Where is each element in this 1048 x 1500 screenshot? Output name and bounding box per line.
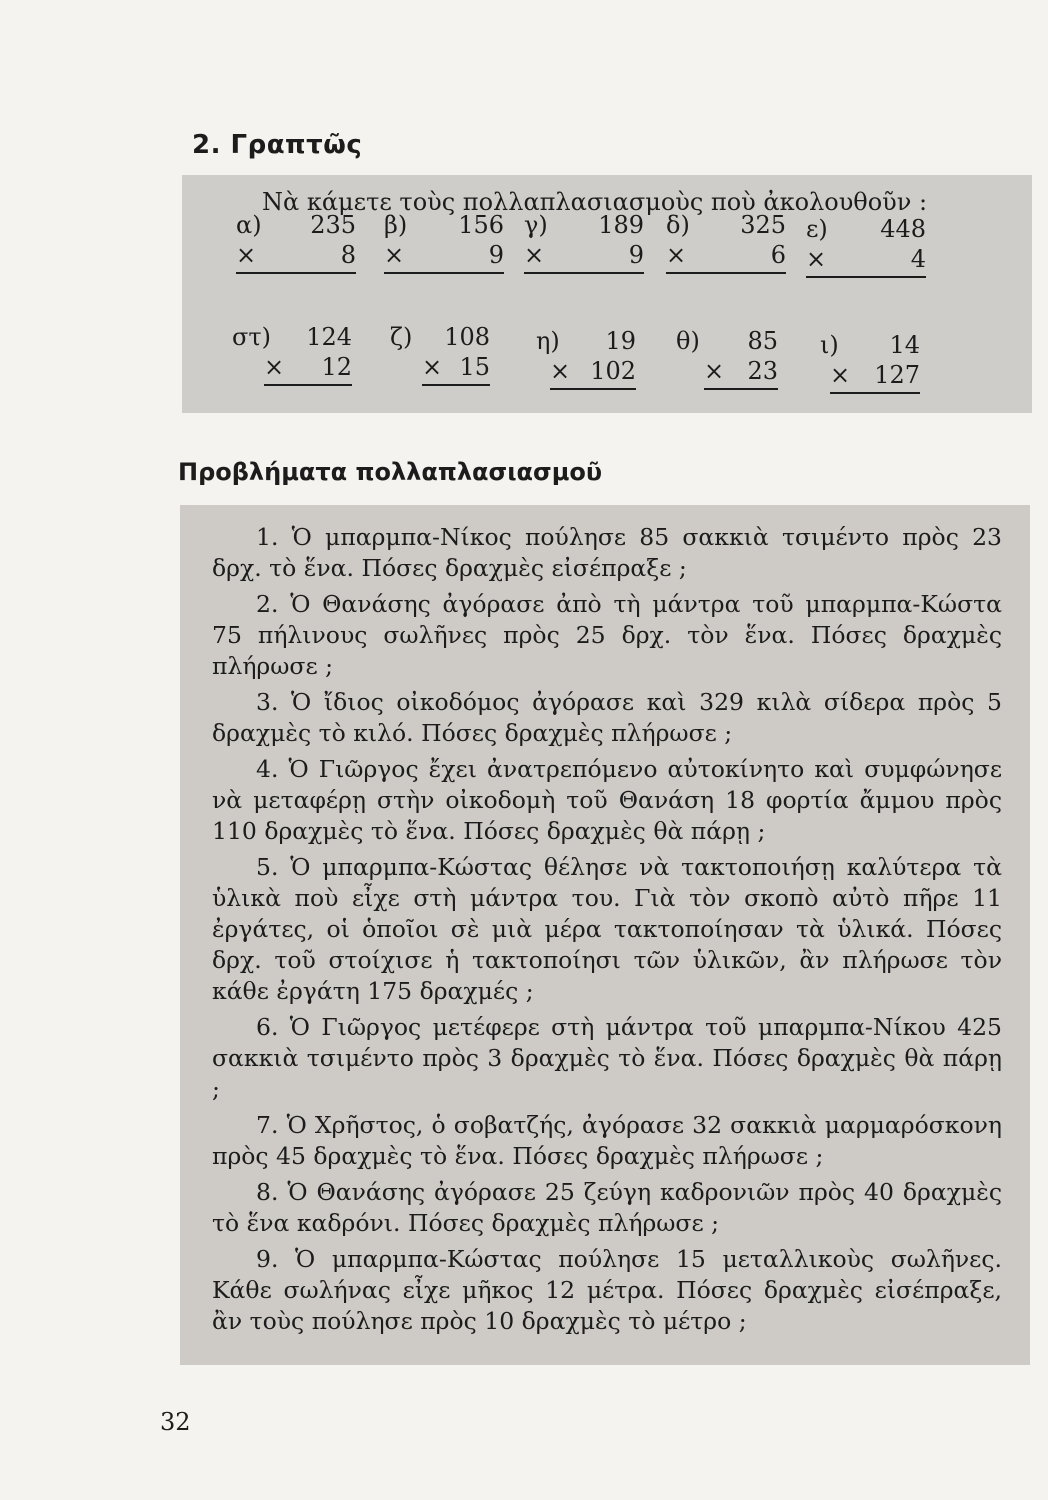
exercise-label: θ) bbox=[676, 327, 700, 355]
exercise-theta bbox=[676, 326, 778, 390]
problem-item: 6. Ὁ Γιῶργος μετέφερε στὴ μάντρα τοῦ μπαρμπα-Νίκου 425 σακκιὰ τσιμέντο πρὸς 3 δραχμὲς τὸ ἕνα. Πόσες δραχμὲς θὰ πάρῃ ; bbox=[212, 1013, 1002, 1103]
times-sign: × bbox=[524, 241, 545, 269]
section-heading: 2. Γραπτῶς bbox=[192, 130, 363, 160]
problem-item: 8. Ὁ Θανάσης ἀγόρασε 25 ζεύγη καδρονιῶν πρὸς 40 δραχμὲς τὸ ἕνα καδρόνι. Πόσες δραχμὲς πλήρωσε ; bbox=[212, 1178, 1002, 1237]
exercise-label: γ) bbox=[524, 211, 548, 239]
times-sign: × bbox=[236, 241, 257, 269]
exercise-label: ε) bbox=[806, 215, 828, 243]
multiplier: 9 bbox=[628, 241, 644, 269]
exercise-eta bbox=[536, 326, 636, 390]
multiplicand: 19 bbox=[605, 327, 636, 355]
problem-item: 1. Ὁ μπαρμπα-Νίκος πούλησε 85 σακκιὰ τσιμέντο πρὸς 23 δρχ. τὸ ἕνα. Πόσες δραχμὲς εἰσέπραξε ; bbox=[212, 523, 1002, 582]
multiplicand: 85 bbox=[747, 327, 778, 355]
multiplicand: 156 bbox=[458, 211, 504, 239]
multiplicand: 448 bbox=[880, 215, 926, 243]
exercise-stigma bbox=[232, 322, 352, 386]
exercise-beta bbox=[384, 210, 504, 274]
times-sign: × bbox=[422, 353, 443, 381]
multiplier: 9 bbox=[488, 241, 504, 269]
exercise-zeta bbox=[390, 322, 490, 386]
multiplier: 4 bbox=[910, 245, 926, 273]
exercise-label: ζ) bbox=[390, 323, 413, 351]
exercise-delta bbox=[666, 210, 786, 274]
page-number: 32 bbox=[160, 1408, 191, 1436]
multiplicand: 325 bbox=[740, 211, 786, 239]
problem-item: 7. Ὁ Χρῆστος, ὁ σοβατζής, ἀγόρασε 32 σακκιὰ μαρμαρόσκονη πρὸς 45 δραχμὲς τὸ ἕνα. Πόσες δραχμὲς πλήρωσε ; bbox=[212, 1111, 1002, 1170]
times-sign: × bbox=[830, 361, 851, 389]
exercise-instruction: Νὰ κάμετε τοὺς πολλαπλασιασμοὺς ποὺ ἀκολουθοῦν : bbox=[262, 188, 928, 216]
times-sign: × bbox=[666, 241, 687, 269]
problem-item: 3. Ὁ ἴδιος οἰκοδόμος ἀγόρασε καὶ 329 κιλὰ σίδερα πρὸς 5 δραχμὲς τὸ κιλό. Πόσες δραχμὲς πλήρωσε ; bbox=[212, 688, 1002, 747]
times-sign: × bbox=[264, 353, 285, 381]
problem-item: 5. Ὁ μπαρμπα-Κώστας θέλησε νὰ τακτοποιήσῃ καλύτερα τὰ ὑλικὰ ποὺ εἶχε στὴ μάντρα του. Γιὰ τὸν σκοπὸ αὐτὸ πῆρε 11 ἐργάτες, οἱ ὁποῖοι σὲ μιὰ μέρα τακτοποίησαν τὰ ὑλικά. Πόσες δρχ. τοῦ στοίχισε ἡ τακτοποίησι τῶν ὑλικῶν, ἂν πλήρωσε τὸν κάθε ἐργάτη 175 δραχμές ; bbox=[212, 853, 1002, 1005]
exercise-label: η) bbox=[536, 327, 560, 355]
multiplicand: 189 bbox=[598, 211, 644, 239]
problem-item: 4. Ὁ Γιῶργος ἔχει ἀνατρεπόμενο αὐτοκίνητο καὶ συμφώνησε νὰ μεταφέρῃ στὴν οἰκοδομὴ τοῦ Θανάση 18 φορτία ἄμμου πρὸς 110 δραχμὲς τὸ ἕνα. Πόσες δραχμὲς θὰ πάρῃ ; bbox=[212, 755, 1002, 845]
exercise-label: ι) bbox=[820, 331, 839, 359]
exercise-label: δ) bbox=[666, 211, 690, 239]
multiplicand: 124 bbox=[306, 323, 352, 351]
multiplier: 15 bbox=[459, 353, 490, 381]
problems-list bbox=[212, 522, 1002, 1342]
times-sign: × bbox=[704, 357, 725, 385]
multiplicand: 14 bbox=[889, 331, 920, 359]
multiplier: 12 bbox=[321, 353, 352, 381]
times-sign: × bbox=[806, 245, 827, 273]
exercise-epsilon bbox=[806, 214, 926, 278]
problem-item: 2. Ὁ Θανάσης ἀγόρασε ἀπὸ τὴ μάντρα τοῦ μπαρμπα-Κώστα 75 πήλινους σωλῆνες πρὸς 25 δρχ. τὸν ἕνα. Πόσες δραχμὲς πλήρωσε ; bbox=[212, 590, 1002, 680]
times-sign: × bbox=[384, 241, 405, 269]
exercise-gamma bbox=[524, 210, 644, 274]
exercise-label: στ) bbox=[232, 323, 272, 351]
exercise-iota bbox=[820, 330, 920, 394]
multiplier: 8 bbox=[340, 241, 356, 269]
multiplicand: 235 bbox=[310, 211, 356, 239]
multiplier: 127 bbox=[874, 361, 920, 389]
multiplier: 102 bbox=[590, 357, 636, 385]
problems-heading: Προβλήματα πολλαπλασιασμοῦ bbox=[178, 458, 603, 486]
exercise-label: α) bbox=[236, 211, 262, 239]
problem-item: 9. Ὁ μπαρμπα-Κώστας πούλησε 15 μεταλλικοὺς σωλῆνες. Κάθε σωλήνας εἶχε μῆκος 12 μέτρα. Πόσες δραχμὲς εἰσέπραξε, ἂν τοὺς πούλησε πρὸς 10 δραχμὲς τὸ μέτρο ; bbox=[212, 1245, 1002, 1335]
times-sign: × bbox=[550, 357, 571, 385]
multiplicand: 108 bbox=[444, 323, 490, 351]
exercise-label: β) bbox=[384, 211, 408, 239]
multiplier: 6 bbox=[770, 241, 786, 269]
multiplier: 23 bbox=[747, 357, 778, 385]
exercise-alpha bbox=[236, 210, 356, 274]
